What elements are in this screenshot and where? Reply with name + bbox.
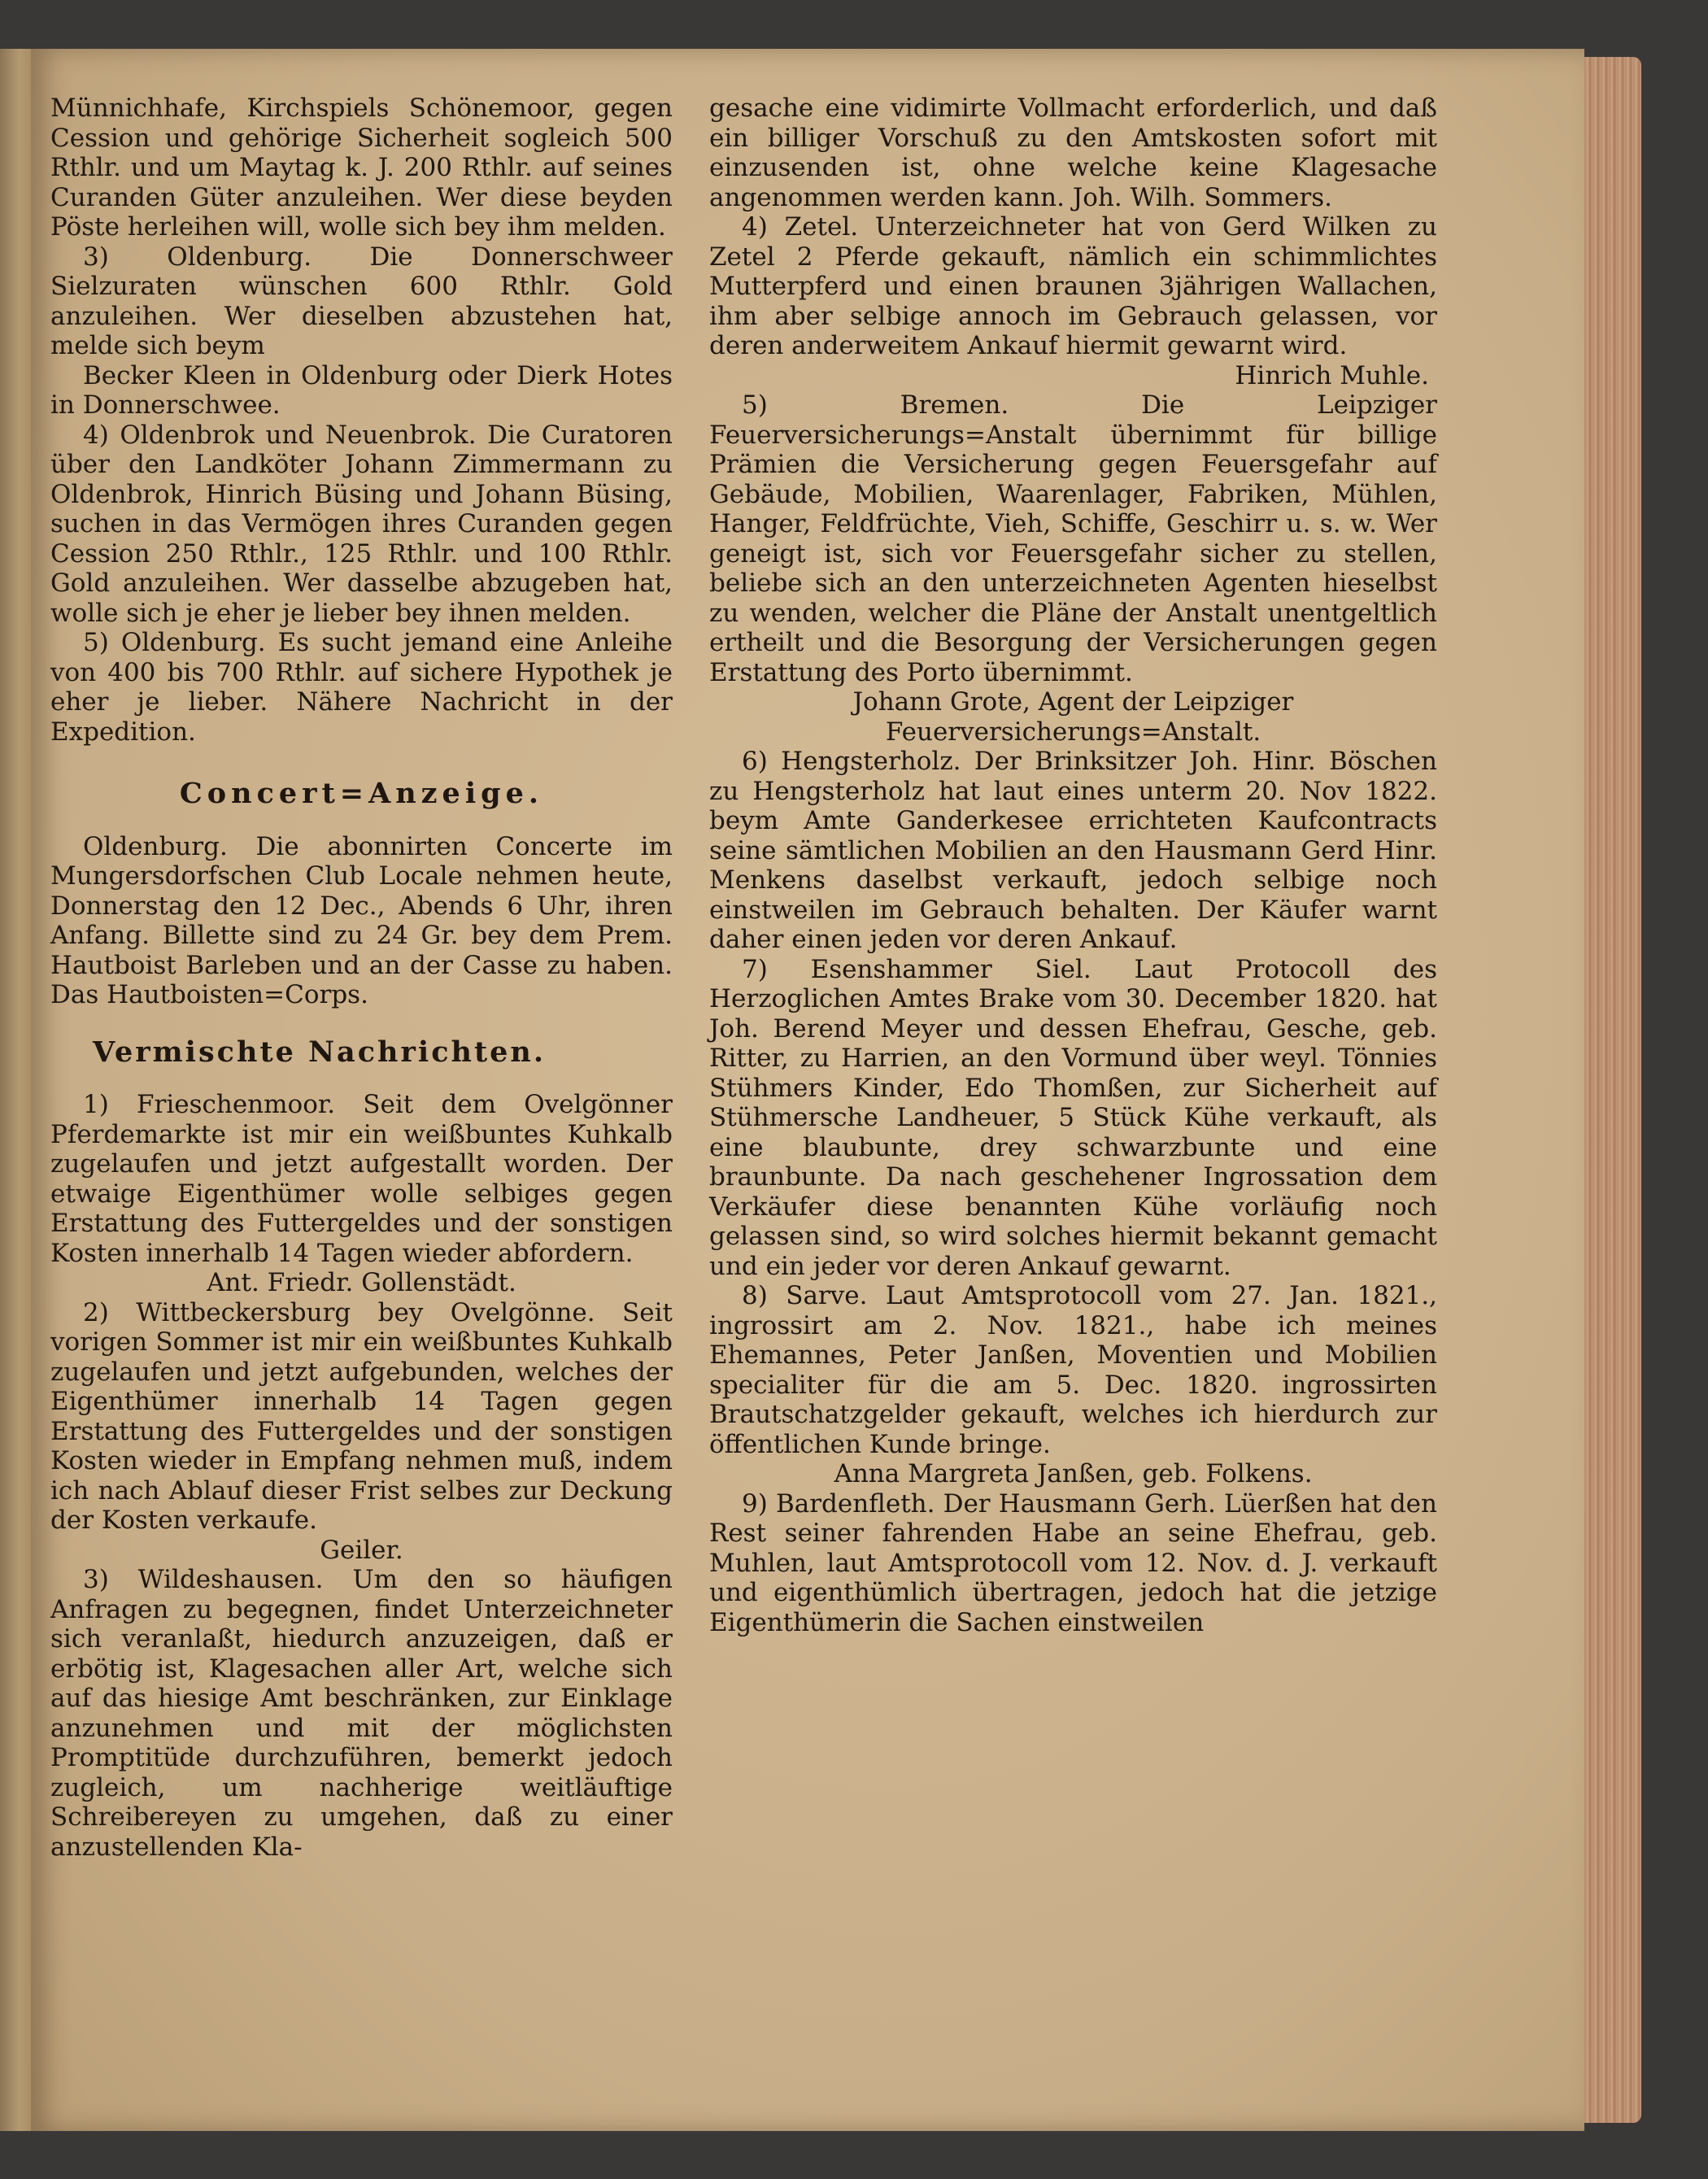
left-paragraph: 5) Oldenburg. Es sucht jemand eine Anleihe von 400 bis 700 Rthlr. auf sichere Hypothek je eher je lieber. Nähere Nachricht in der Expedition. — [50, 628, 673, 747]
right-paragraph: 7) Esenshammer Siel. Laut Protocoll des Herzoglichen Amtes Brake vom 30. December 1820. hat Joh. Berend Meyer und dessen Ehefrau, Gesche, geb. Ritter, zu Harrien, an den Vormund über weyl. Tönnies Stühmers Kinder, Edo Thomßen, zur Sicherheit auf Stühmersche Landheuer, 5 Stück Kühe verkauft, als eine blaubunte, drey schwarzbunte und eine braunbunte. Da nach geschehener Ingrossation dem Verkäufer diese benannten Kühe vorläufig noch gelassen sind, so wird solches hiermit bekannt gemacht und ein jeder vor deren Ankauf gewarnt. — [709, 954, 1437, 1281]
concert-heading: Concert=Anzeige. — [179, 777, 544, 810]
right-column — [709, 94, 1437, 1637]
right-paragraph: 9) Bardenfleth. Der Hausmann Gerh. Lüerßen hat den Rest seiner fahrenden Habe an seine Ehefrau, geb. Muhlen, laut Amtsprotocoll vom 12. Nov. d. J. verkauft und eigenthümlich übertragen, jedoch hat die jetzige Eigenthümerin die Sachen einstweilen — [709, 1488, 1437, 1637]
right-paragraph: 6) Hengsterholz. Der Brinksitzer Joh. Hinr. Böschen zu Hengsterholz hat laut eines unterm 20. Nov 1822. beym Amte Ganderkesee errichteten Kaufcontracts seine sämtlichen Mobilien an den Hausmann Gerd Hinr. Menkens daselbst verkauft, jedoch selbige noch einstweilen im Gebrauch behalten. Der Käufer warnt daher einen jeden vor deren Ankauf. — [709, 747, 1437, 954]
right-paragraph: 5) Bremen. Die Leipziger Feuerversicherungs=Anstalt übernimmt für billige Prämien die Versicherung gegen Feuersgefahr auf Gebäude, Mobilien, Waarenlager, Fabriken, Mühlen, Hanger, Feldfrüchte, Vieh, Schiffe, Geschirr u. s. w. Wer geneigt ist, sich vor Feuersgefahr sicher zu stellen, beliebe sich an den unterzeichneten Agenten hieselbst zu wenden, welcher die Pläne der Anstalt unentgeltlich ertheilt und die Besorgung der Versicherungen gegen Erstattung des Porto übernimmt. — [709, 390, 1437, 687]
left-paragraph: Münnichhafe, Kirchspiels Schönemoor, gegen Cession und gehörige Sicherheit sogleich 500 Rthlr. und um Maytag k. J. 200 Rthlr. auf seines Curanden Güter anzuleihen. Wer diese beyden Pöste herleihen will, wolle sich bey ihm melden. — [50, 94, 673, 242]
misc-paragraph: 1) Frieschenmoor. Seit dem Ovelgönner Pferdemarkte ist mir ein weißbuntes Kuhkalb zugelaufen und jetzt aufgestallt worden. Der etwaige Eigenthümer wolle selbiges gegen Erstattung des Futtergeldes und der sonstigen Kosten innerhalb 14 Tagen wieder abfordern. — [50, 1090, 673, 1268]
misc-paragraph: 3) Wildeshausen. Um den so häufigen Anfragen zu begegnen, findet Unterzeichneter sich veranlaßt, hiedurch anzuzeigen, daß er erbötig ist, Klagesachen aller Art, welche sich auf das hiesige Amt beschränken, zur Einklage anzunehmen und mit der möglichsten Promptitüde durchzuführen, bemerkt jedoch zugleich, um nachherige weitläuftige Schreibereyen zu umgehen, daß zu einer anzustellenden Kla- — [50, 1565, 673, 1862]
signature: Geiler. — [320, 1535, 403, 1565]
previous-page-edge — [0, 49, 34, 2131]
page-stack-edges — [1584, 57, 1641, 2123]
signature: Anna Margreta Janßen, geb. Folkens. — [834, 1459, 1313, 1488]
left-column — [50, 94, 673, 1862]
right-paragraph: 4) Zetel. Unterzeichneter hat von Gerd Wilken zu Zetel 2 Pferde gekauft, nämlich ein schimmlichtes Mutterpferd und einen braunen 3jährigen Wallachen, ihm aber selbige annoch im Gebrauch gelassen, vor deren anderweitem Ankauf hiermit gewarnt wird. — [709, 212, 1437, 360]
misc-paragraph: 2) Wittbeckersburg bey Ovelgönne. Seit vorigen Sommer ist mir ein weißbuntes Kuhkalb zugelaufen und jetzt aufgebunden, welches der Eigenthümer innerhalb 14 Tagen gegen Erstattung des Futtergeldes und der sonstigen Kosten wieder in Empfang nehmen muß, indem ich nach Ablauf dieser Frist selbes zur Deckung der Kosten verkaufe. — [50, 1297, 673, 1535]
left-paragraph: 3) Oldenburg. Die Donnerschweer Sielzuraten wünschen 600 Rthlr. Gold anzuleihen. Wer dieselben abzustehen hat, melde sich beym — [50, 242, 673, 360]
concert-paragraph: Oldenburg. Die abonnirten Concerte im Mungersdorfschen Club Locale nehmen heute, Donnerstag den 12 Dec., Abends 6 Uhr, ihren Anfang. Billette sind zu 24 Gr. bey dem Prem. Hautboist Barleben und an der Casse zu haben. Das Hautboisten=Corps. — [50, 831, 673, 1009]
left-paragraph: Becker Kleen in Oldenburg oder Dierk Hotes in Donnerschwee. — [50, 360, 673, 420]
signature: Johann Grote, Agent der Leipziger Feuerversicherungs=Anstalt. — [852, 687, 1294, 747]
right-paragraph: 8) Sarve. Laut Amtsprotocoll vom 27. Jan. 1821., ingrossirt am 2. Nov. 1821., habe ich meines Ehemannes, Peter Janßen, Moventien und Mobilien specialiter für die am 5. Dec. 1820. ingrossirten Brautschatzgelder gekauft, welches ich hierdurch zur öffentlichen Kunde bringe. — [709, 1281, 1437, 1459]
signature: Hinrich Muhle. — [1235, 360, 1429, 390]
right-paragraph: gesache eine vidimirte Vollmacht erforderlich, und daß ein billiger Vorschuß zu den Amtskosten sofort mit einzusenden ist, ohne welche keine Klagesache angenommen werden kann. Joh. Wilh. Sommers. — [709, 94, 1437, 212]
signature: Ant. Friedr. Gollenstädt. — [207, 1268, 516, 1297]
misc-news-heading: Vermischte Nachrichten. — [93, 1035, 547, 1069]
left-paragraph: 4) Oldenbrok und Neuenbrok. Die Curatoren über den Landköter Johann Zimmermann zu Oldenbrok, Hinrich Büsing und Johann Büsing, suchen in das Vermögen ihres Curanden gegen Cession 250 Rthlr., 125 Rthlr. und 100 Rthlr. Gold anzuleihen. Wer dasselbe abzugeben hat, wolle sich je eher je lieber bey ihnen melden. — [50, 420, 673, 628]
